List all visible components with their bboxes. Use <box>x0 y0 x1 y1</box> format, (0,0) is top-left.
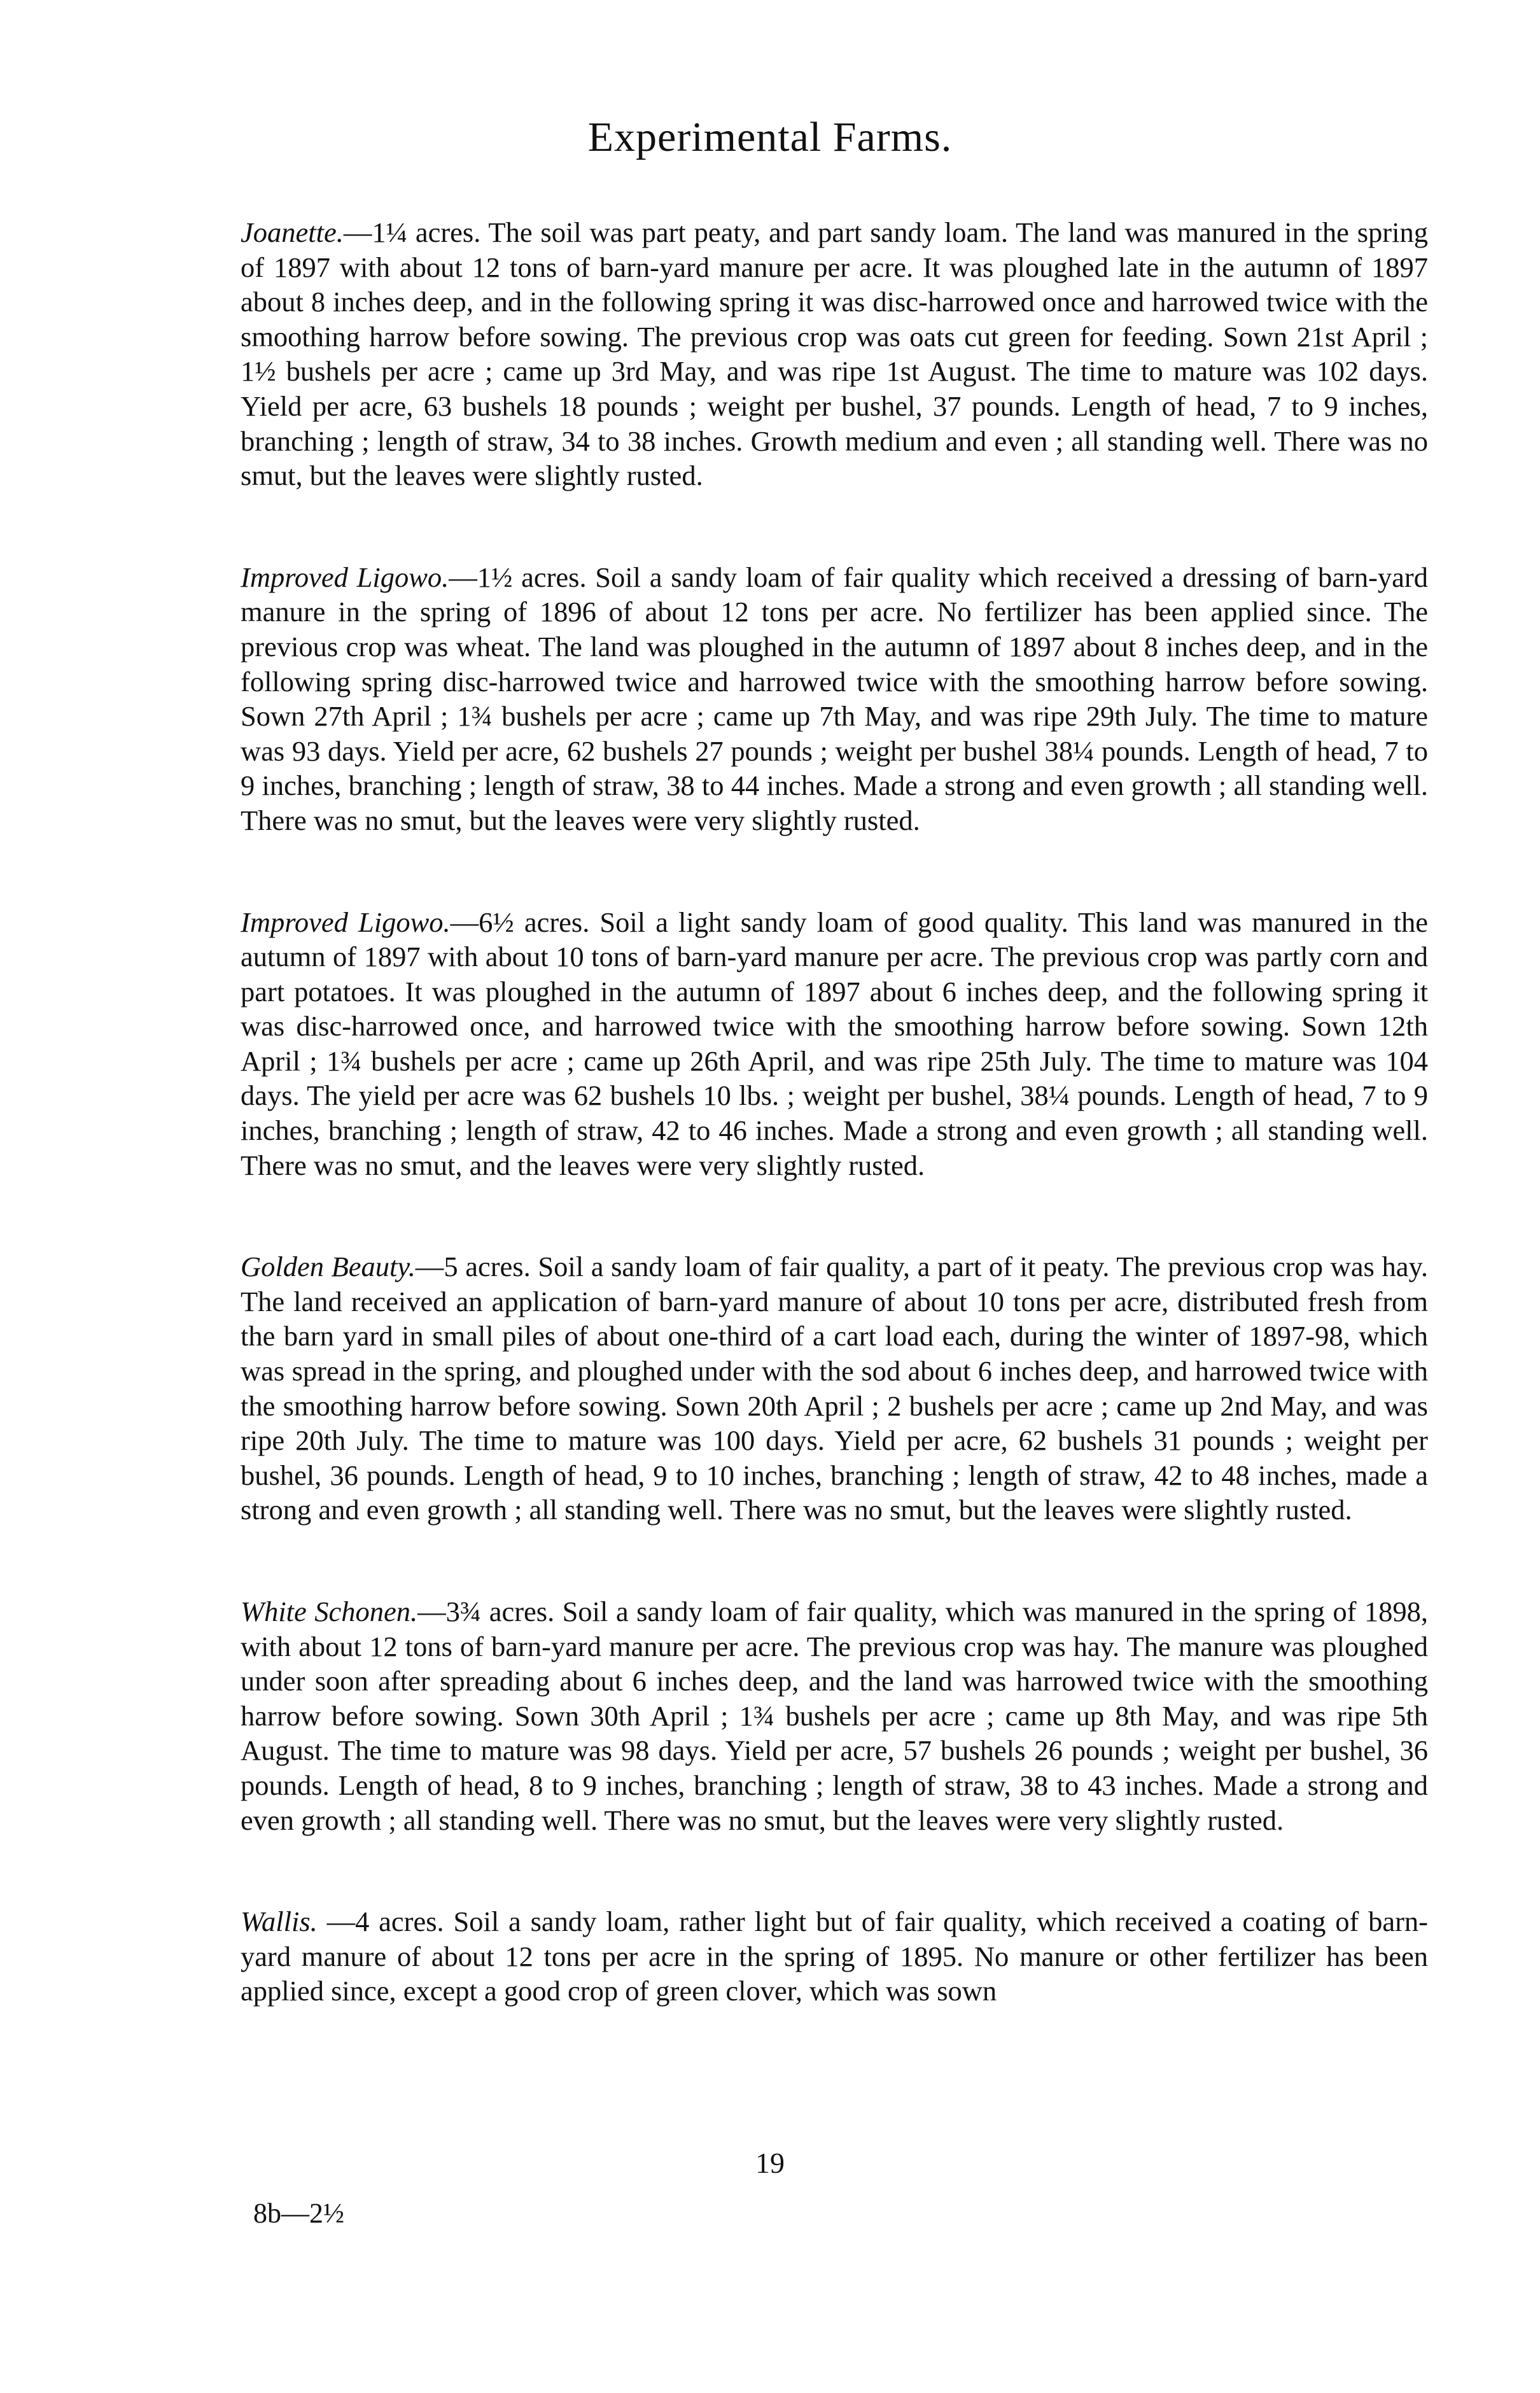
variety-name: Wallis. <box>241 1905 318 1938</box>
paragraph-joanette <box>241 215 1428 493</box>
paragraph-text: —4 acres. Soil a sandy loam, rather light but of fair quality, which received a coating of barn-yard manure of about 12 tons per acre in the spring of 1895. No manure or other fertilizer has been applied since, except a good crop of green clover, which was sown <box>241 1905 1428 2007</box>
paragraph-white-schonen <box>241 1594 1428 1837</box>
paragraph-improved-ligowo-2 <box>241 905 1428 1183</box>
variety-name: Improved Ligowo. <box>241 561 449 593</box>
signature-mark: 8b—2½ <box>253 2198 344 2229</box>
paragraph-text: —1¼ acres. The soil was part peaty, and part sandy loam. The land was manured in the spring of 1897 with about 12 tons of barn-yard manure per acre. It was ploughed late in the autumn of 1897 about 8 inches deep, and in the following spring it was disc-harrowed once and harrowed twice with the smoothing harrow before sowing. The previous crop was oats cut green for feeding. Sown 21st April ; 1½ bushels per acre ; came up 3rd May, and was ripe 1st August. The time to mature was 102 days. Yield per acre, 63 bushels 18 pounds ; weight per bushel, 37 pounds. Length of head, 7 to 9 inches, branching ; length of straw, 34 to 38 inches. Growth medium and even ; all standing well. There was no smut, but the leaves were slightly rusted. <box>241 216 1428 492</box>
paragraph-wallis <box>241 1904 1428 2009</box>
paragraph-text: —5 acres. Soil a sandy loam of fair quality, a part of it peaty. The previous crop was hay. The land received an application of barn-yard manure of about 10 tons per acre, distributed fresh from the barn yard in small piles of about one-third of a cart load each, during the winter of 1897-98, which was spread in the spring, and ploughed under with the sod about 6 inches deep, and harrowed twice with the smoothing harrow before sowing. Sown 20th April ; 2 bushels per acre ; came up 2nd May, and was ripe 20th July. The time to mature was 100 days. Yield per acre, 62 bushels 31 pounds ; weight per bushel, 36 pounds. Length of head, 9 to 10 inches, branching ; length of straw, 42 to 48 inches, made a strong and even growth ; all standing well. There was no smut, but the leaves were slightly rusted. <box>241 1251 1428 1526</box>
variety-name: Golden Beauty. <box>241 1251 416 1283</box>
paragraph-text: —1½ acres. Soil a sandy loam of fair quality which received a dressing of barn-yard manure in the spring of 1896 of about 12 tons per acre. No fertilizer has been applied since. The previous crop was wheat. The land was ploughed in the autumn of 1897 about 8 inches deep, and in the following spring disc-harrowed twice and harrowed twice with the smoothing harrow before sowing. Sown 27th April ; 1¾ bushels per acre ; came up 7th May, and was ripe 29th July. The time to mature was 93 days. Yield per acre, 62 bushels 27 pounds ; weight per bushel 38¼ pounds. Length of head, 7 to 9 inches, branching ; length of straw, 38 to 44 inches. Made a strong and even growth ; all standing well. There was no smut, but the leaves were very slightly rusted. <box>241 561 1428 836</box>
variety-name: Joanette. <box>241 216 344 248</box>
variety-name: Improved Ligowo. <box>241 906 451 938</box>
running-head: Experimental Farms. <box>587 114 953 160</box>
variety-name: White Schonen. <box>241 1596 418 1627</box>
paragraph-golden-beauty <box>241 1249 1428 1527</box>
paragraph-improved-ligowo-1 <box>241 560 1428 838</box>
body-text <box>241 215 1428 2075</box>
page-number: 19 <box>755 2147 785 2179</box>
paragraph-text: —3¾ acres. Soil a sandy loam of fair quality, which was manured in the spring of 1898, with about 12 tons of barn-yard manure per acre. The previous crop was hay. The manure was ploughed under soon after spreading about 6 inches deep, and the land was harrowed twice with the smoothing harrow before sowing. Sown 30th April ; 1¾ bushels per acre ; came up 8th May, and was ripe 5th August. The time to mature was 98 days. Yield per acre, 57 bushels 26 pounds ; weight per bushel, 36 pounds. Length of head, 8 to 9 inches, branching ; length of straw, 38 to 43 inches. Made a strong and even growth ; all standing well. There was no smut, but the leaves were very slightly rusted. <box>241 1596 1428 1836</box>
paragraph-text: —6½ acres. Soil a light sandy loam of good quality. This land was manured in the autumn of 1897 with about 10 tons of barn-yard manure per acre. The previous crop was partly corn and part potatoes. It was ploughed in the autumn of 1897 about 6 inches deep, and the following spring it was disc-harrowed once, and harrowed twice with the smoothing harrow before sowing. Sown 12th April ; 1¾ bushels per acre ; came up 26th April, and was ripe 25th July. The time to mature was 104 days. The yield per acre was 62 bushels 10 lbs. ; weight per bushel, 38¼ pounds. Length of head, 7 to 9 inches, branching ; length of straw, 42 to 46 inches. Made a strong and even growth ; all standing well. There was no smut, and the leaves were very slightly rusted. <box>241 906 1428 1181</box>
